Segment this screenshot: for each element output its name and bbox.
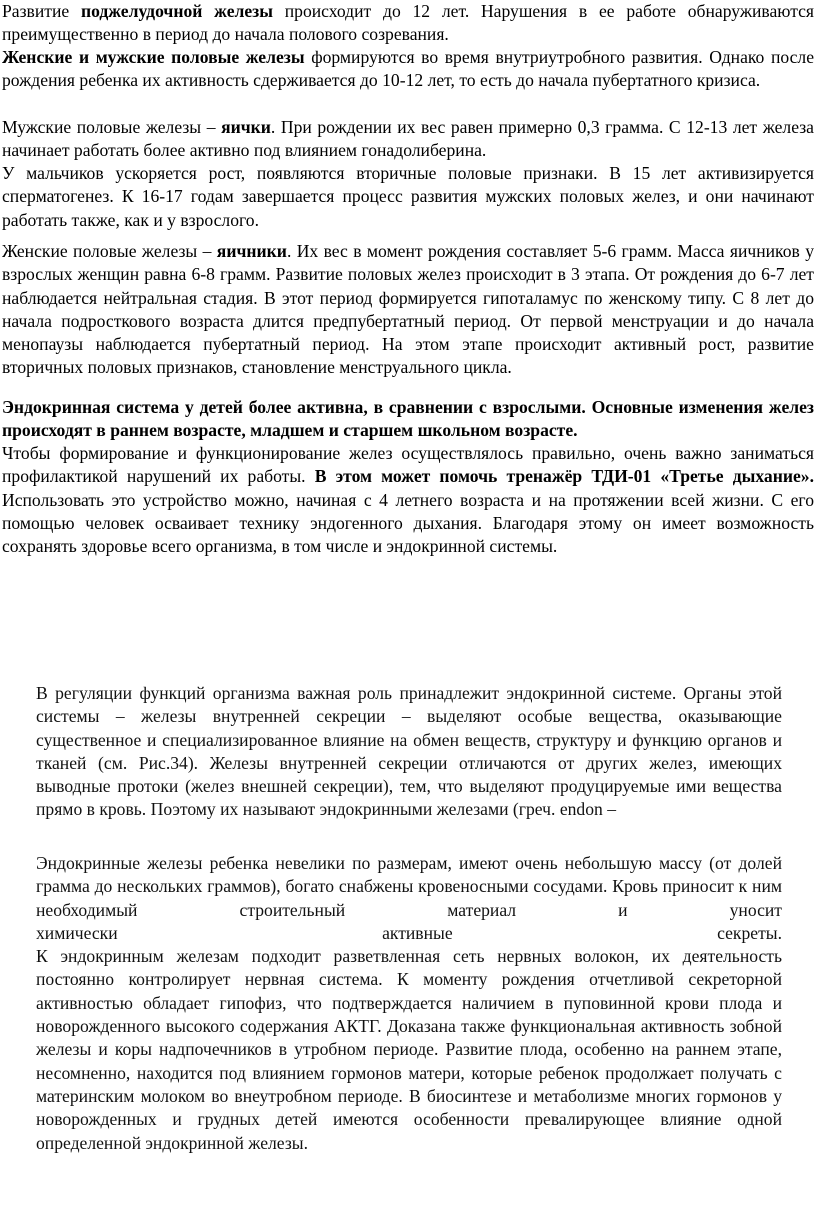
paragraph-endocrine-children [36,852,782,1155]
bold-term-sex-glands: Женские и мужские половые железы [2,47,305,67]
bold-term-testes: яички [221,117,271,137]
text: химически активные секреты. [36,922,782,943]
text: . Их вес в момент рождения составляет 5-6 грамм. Масса яичников у взрослых женщин равна 6-8 грамм. Развитие половых желез происходит в 3 этапа. От рождения до 6-7 лет наблюдается нейтральная стадия. В этот период формируется гипоталамус по женскому типу. С 8 лет до начала подросткового возраста длится предпубертатный период. От первой менструации и до начала менопаузы наблюдается пубертатный период. На этом этапе происходит активный рост, развитие вторичных половых признаков, становление менструального цикла. [2,241,814,378]
text: Развитие [2,1,81,21]
paragraph-regulation [36,682,782,822]
text: В регуляции функций организма важная роль принадлежит эндокринной системе. Органы этой системы – железы внутренней секреции – выделяют особые вещества, оказывающие существенное и специализированное влияние на обмен веществ, структуру и функцию органов и тканей (см. Рис.34). Железы внутренней секреции отличаются от других желез, имеющих выводные протоки (желез внешней секреции), тем, что выделяют продуцируемые ими вещества прямо в кровь. Поэтому их называют эндокринными железами (греч. endon – [36,683,782,820]
paragraph-prevention [2,442,814,558]
text: происходит до 12 лет. Нарушения в ее работе обнаруживаются преимущественно в период до начала полового созревания. [2,1,815,45]
paragraph-boys [2,162,814,232]
paragraph-sex-glands [2,46,814,93]
text: . При рождении их вес равен примерно 0,3 грамма. С 12-13 лет железа начинает работать более активно под влиянием гонадолиберина. [2,117,814,161]
text: формируются во время внутриутробного развития. Однако после рождения ребенка их активность сдерживается до 10-12 лет, то есть до начала пубертатного кризиса. [2,47,815,91]
bold-term-ovaries: яичники [216,241,287,261]
text: К эндокринным железам подходит разветвленная сеть нервных волокон, их деятельность постоянно контролирует нервная система. К моменту рождения отчетливой секреторной активностью обладает гипофиз, что подтверждается наличием в пуповинной крови плода и новорожденного высокого содержания АКТГ. Доказана также функциональная активность зобной железы и коры надпочечников в утробном периоде. Развитие плода, особенно на раннем этапе, несомненно, находится под влиянием гормонов матери, которые ребенок продолжает получать с материнским молоком во внеутробном периоде. В биосинтезе и метаболизме многих гормонов у новорожденных и грудных детей имеются особенности превалирующее влияние одной определенной эндокринной железы. [36,946,782,1153]
bold-statement: Эндокринная система у детей более активна, в сравнении с взрослыми. Основные изменения желез происходят в раннем возрасте, младшем и старшем школьном возрасте. [2,397,814,441]
text: Мужские половые железы – [2,117,222,137]
text: Использовать это устройство можно, начиная с 4 летнего возраста и на протяжении всей жизни. С его помощью человек осваивает технику эндогенного дыхания. Благодаря этому он имеет возможность сохранять здоровье всего организма, в том числе и эндокринной системы. [2,489,814,557]
text: Женские половые железы – [2,241,217,261]
text: У мальчиков ускоряется рост, появляются вторичные половые признаки. В 15 лет активизируется сперматогенез. К 16-17 годам завершается процесс развития мужских половых желез, и они начинают работать также, как и у взрослого. [2,163,814,230]
paragraph-children-endocrine [2,396,814,443]
text: Чтобы формирование и функционирование желез осуществлялось правильно, очень важно заниматься профилактикой нарушений их работы. [2,443,814,487]
text: Эндокринные железы ребенка невелики по размерам, имеют очень небольшую массу (от долей грамма до нескольких граммов), богато снабжены кровеносными сосудами. Кровь приносит к ним необходимый строительный материал и уносит [36,853,782,920]
paragraph-pancreas [2,0,814,47]
paragraph-testes [2,116,814,163]
bold-product-name: В этом может помочь тренажёр ТДИ-01 «Третье дыхание». [314,466,814,487]
bold-term-pancreas: поджелудочной железы [80,1,273,21]
paragraph-ovaries [2,240,814,380]
